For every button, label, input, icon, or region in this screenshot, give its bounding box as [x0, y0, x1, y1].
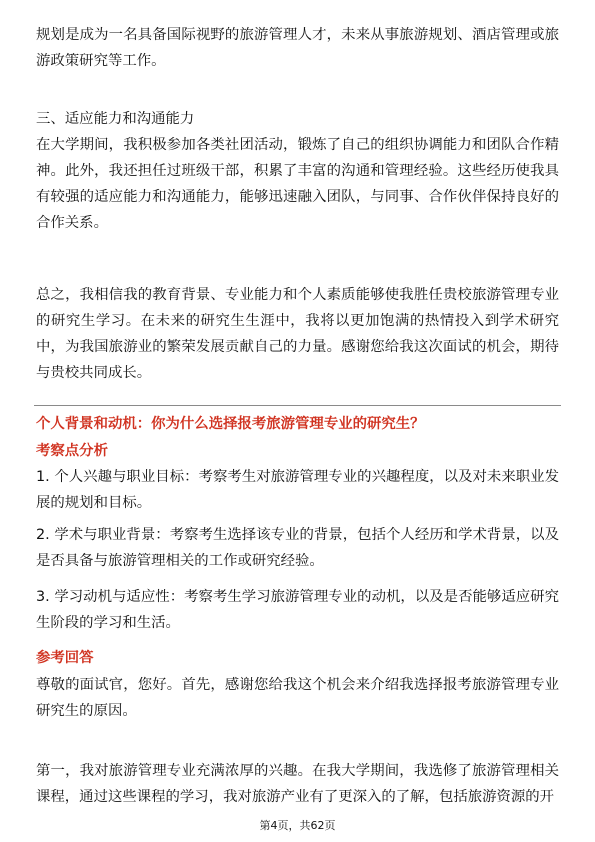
analysis-heading: 考察点分析: [36, 443, 108, 459]
paragraph-adaptability: 在大学期间，我积极参加各类社团活动，锻炼了自己的组织协调能力和团队合作精神。此外，我还担任过班级干部，积累了丰富的沟通和管理经验。这些经历使我具有较强的适应能力和沟通能力，能够迅速融入团队，与同事、合作伙伴保持良好的合作关系。: [36, 137, 559, 231]
answer-paragraph-2: 第一，我对旅游管理专业充满浓厚的兴趣。在我大学期间，我选修了旅游管理相关课程，通过这些课程的学习，我对旅游产业有了更深入的了解，包括旅游资源的开: [36, 763, 559, 805]
question-title: 个人背景和动机：你为什么选择报考旅游管理专业的研究生？: [36, 416, 425, 432]
section-heading-adaptability: 三、适应能力和沟通能力: [36, 111, 195, 127]
analysis-point-3: 3. 学习动机与适应性：考察考生学习旅游管理专业的动机，以及是否能够适应研究生阶段的学习和生活。: [36, 589, 559, 631]
answer-heading: 参考回答: [36, 650, 94, 666]
analysis-point-1: 1. 个人兴趣与职业目标：考察考生对旅游管理专业的兴趣程度，以及对未来职业发展的规划和目标。: [36, 469, 559, 511]
page-number: 第4页，共62页: [259, 819, 336, 832]
section-divider: [34, 405, 561, 406]
paragraph-career-plan: 规划是成为一名具备国际视野的旅游管理人才，未来从事旅游规划、酒店管理或旅游政策研究等工作。: [36, 27, 559, 69]
analysis-point-2: 2. 学术与职业背景：考察考生选择该专业的背景，包括个人经历和学术背景，以及是否具备与旅游管理相关的工作或研究经验。: [36, 527, 559, 569]
paragraph-conclusion: 总之，我相信我的教育背景、专业能力和个人素质能够使我胜任贵校旅游管理专业的研究生学习。在未来的研究生生涯中，我将以更加饱满的热情投入到学术研究中，为我国旅游业的繁荣发展贡献自己的力量。感谢您给我这次面试的机会，期待与贵校共同成长。: [36, 287, 559, 381]
answer-paragraph-1: 尊敬的面试官，您好。首先，感谢您给我这个机会来介绍我选择报考旅游管理专业研究生的原因。: [36, 677, 559, 719]
